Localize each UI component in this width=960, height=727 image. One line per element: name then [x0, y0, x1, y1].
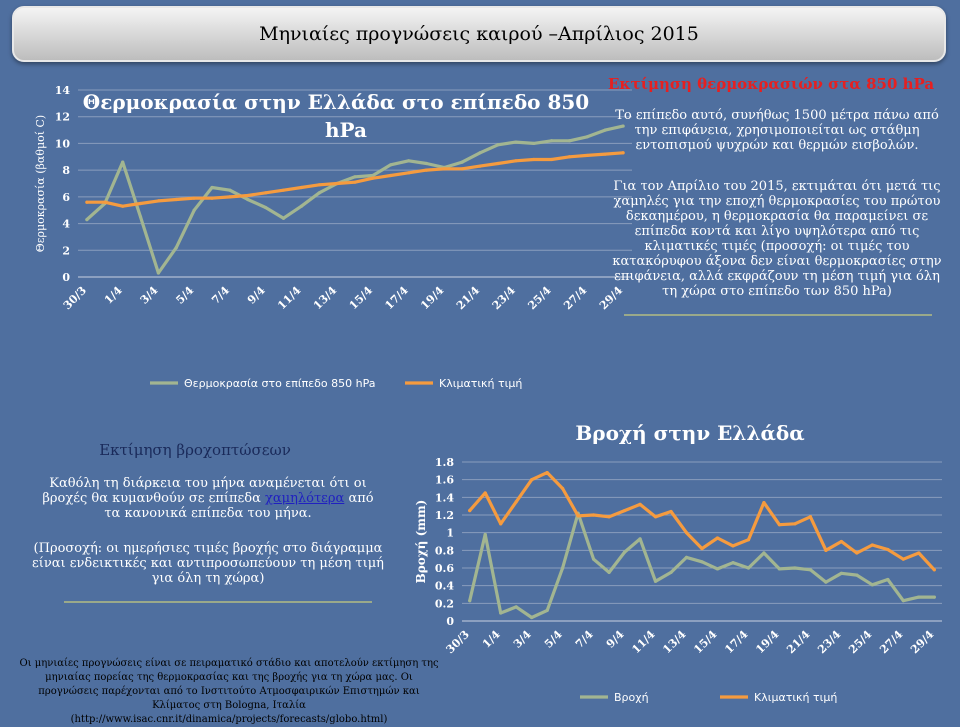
rain-point: [515, 605, 518, 608]
rain-xtick-label: 29/4: [908, 627, 937, 657]
rain-legend-label: Κλιματική τιμή: [754, 691, 838, 704]
rain-point: [607, 571, 610, 574]
temp-point: [568, 139, 571, 142]
rain-point: [468, 599, 471, 602]
rain-point: [793, 522, 796, 525]
temp-xtick-label: 21/4: [453, 283, 483, 313]
rain-point: [855, 573, 858, 576]
rain-para1-a: Καθόλη τη διάρκεια του μήνα αναμένεται ότι οι βροχές θα κυμανθούν σε επίπεδα: [42, 476, 367, 506]
rain-xtick-label: 1/4: [479, 627, 503, 651]
rain-ytick-label: 1.6: [434, 473, 454, 487]
temp-point: [85, 201, 88, 204]
temp-point: [389, 174, 392, 177]
rain-point: [747, 538, 750, 541]
rain-series-line-2: [470, 473, 935, 570]
rain-point: [530, 616, 533, 619]
temp-point: [193, 209, 196, 212]
rain-point: [700, 547, 703, 550]
temp-para2: Για τον Απρίλιο του 2015, εκτιμάται ότι μετά τις χαμηλές για την εποχή θερμοκρασίες του πρώτου δεκαημέρου, η θερμοκρασία θα παραμείνει σε επίπεδα κοντά και λίγο υψηλότερα από τις κλιματικές τιμές (προσοχή: οι τιμές του κατακόρυφου άξονα δεν είναι θερμοκρασίες στην επιφάνεια, αλλά εκφράζουν τη μέση τιμή για όλη τη χώρα στο επίπεδο των 850 hPa): [612, 179, 942, 299]
rain-point: [824, 581, 827, 584]
rain-point: [484, 533, 487, 536]
temp-ytick-label: 10: [54, 137, 70, 151]
temp-point: [389, 163, 392, 166]
temp-point: [318, 191, 321, 194]
rain-xtick-label: 11/4: [629, 627, 658, 657]
rain-point: [546, 471, 549, 474]
rain-point: [561, 566, 564, 569]
temp-xtick-label: 25/4: [525, 283, 554, 313]
rain-chart-title: Βροχή στην Ελλάδα: [575, 421, 805, 445]
rain-xtick-label: 30/3: [443, 627, 472, 657]
temp-xtick-label: 27/4: [561, 283, 590, 313]
rain-point: [546, 609, 549, 612]
temp-series-line-2: [87, 153, 623, 206]
rain-ylabel: Βροχή (mm): [414, 499, 428, 584]
rain-para1: [38, 476, 378, 521]
rain-ytick-label: 1.4: [434, 491, 454, 505]
rain-point: [638, 537, 641, 540]
temp-point: [353, 181, 356, 184]
rain-point: [747, 566, 750, 569]
temp-xtick-label: 3/4: [137, 283, 161, 307]
temp-xtick-label: 7/4: [209, 283, 233, 307]
rain-xtick-label: 17/4: [722, 627, 751, 657]
rain-point: [917, 551, 920, 554]
rain-point: [809, 515, 812, 518]
temp-point: [371, 177, 374, 180]
temp-point: [139, 202, 142, 205]
temp-legend-label: Θερμοκρασία στο επίπεδο 850 hPa: [184, 377, 376, 390]
temp-point: [443, 167, 446, 170]
rain-highlight: χαμηλότερα: [265, 491, 345, 506]
temp-point: [532, 142, 535, 145]
temp-point: [532, 158, 535, 161]
temp-ytick-label: 0: [62, 271, 70, 284]
rain-point: [700, 560, 703, 563]
rain-para2: (Προσοχή: οι ημερήσιες τιμές βροχής στο διάγραμμα είναι ενδεικτικές και αντιπροσωπεύουν τη μέση τιμή για όλη τη χώρα): [32, 541, 384, 586]
temp-point: [282, 189, 285, 192]
temp-ytick-label: 6: [62, 190, 70, 204]
temp-point: [568, 155, 571, 158]
temp-point: [336, 182, 339, 185]
temp-point: [461, 167, 464, 170]
rain-point: [499, 611, 502, 614]
rain-series-line-1: [470, 513, 935, 617]
rain-point: [793, 566, 796, 569]
temp-xtick-label: 30/3: [60, 283, 90, 313]
rain-point: [902, 558, 905, 561]
rain-point: [669, 510, 672, 513]
temp-divider: [624, 314, 932, 316]
rain-xtick-label: 19/4: [753, 627, 782, 657]
rain-point: [638, 503, 641, 506]
rain-xtick-label: 5/4: [541, 627, 565, 651]
temp-ytick-label: 12: [54, 110, 70, 124]
rain-divider: [64, 601, 372, 603]
temp-point: [157, 271, 160, 274]
rain-point: [623, 509, 626, 512]
temp-point: [496, 143, 499, 146]
rain-point: [669, 571, 672, 574]
rain-point: [654, 580, 657, 583]
temp-point: [318, 183, 321, 186]
temp-ytick-label: 2: [62, 244, 70, 258]
temp-point: [264, 206, 267, 209]
temp-ylabel: Θερμοκρασία (βαθμοί C): [34, 114, 47, 253]
rain-point: [716, 567, 719, 570]
temp-heading: Εκτίμηση θερμοκρασιών στα 850 hPa: [608, 75, 935, 93]
temp-point: [586, 135, 589, 138]
rain-point: [762, 501, 765, 504]
rain-point: [778, 567, 781, 570]
rain-xtick-label: 23/4: [815, 627, 844, 657]
temp-point: [425, 162, 428, 165]
rain-point: [902, 599, 905, 602]
temp-xtick-label: 29/4: [596, 283, 626, 313]
rain-point: [762, 551, 765, 554]
rain-point: [685, 556, 688, 559]
rain-point: [824, 549, 827, 552]
temp-legend-label: Κλιματική τιμή: [439, 377, 523, 390]
temp-point: [228, 189, 231, 192]
temp-point: [85, 218, 88, 221]
rain-point: [840, 572, 843, 575]
rain-point: [515, 500, 518, 503]
temp-point: [210, 186, 213, 189]
temp-point: [478, 165, 481, 168]
temp-xtick-label: 19/4: [418, 283, 447, 313]
temp-xtick-label: 5/4: [173, 283, 197, 307]
rain-point: [871, 583, 874, 586]
temp-xtick-label: 1/4: [101, 283, 125, 307]
temp-point: [246, 194, 249, 197]
rain-ytick-label: 1.8: [434, 456, 454, 469]
rain-xtick-label: 13/4: [660, 627, 689, 657]
rain-point: [933, 596, 936, 599]
temp-ytick-label: 14: [54, 84, 70, 97]
rain-xtick-label: 15/4: [691, 627, 720, 657]
rain-ytick-label: 0.6: [434, 562, 454, 575]
rain-point: [933, 568, 936, 571]
temp-point: [300, 186, 303, 189]
rain-ytick-label: 0.8: [434, 544, 454, 558]
temp-para1: Το επίπεδο αυτό, συνήθως 1500 μέτρα πάνω από την επιφάνεια, χρησιμοποιείται ως στάθμη εντοπισμού ψυχρών και θερμών εισβολών.: [615, 108, 939, 153]
temp-point: [121, 161, 124, 164]
rain-point: [809, 568, 812, 571]
temp-xtick-label: 17/4: [382, 283, 411, 313]
temp-point: [193, 197, 196, 200]
rain-ytick-label: 0: [446, 615, 454, 628]
rain-ytick-label: 0.4: [434, 579, 454, 593]
temp-point: [425, 169, 428, 172]
rain-point: [840, 540, 843, 543]
rain-xtick-label: 9/4: [603, 627, 627, 651]
rain-point: [778, 523, 781, 526]
temp-xtick-label: 13/4: [310, 283, 340, 313]
rain-point: [886, 578, 889, 581]
rain-point: [468, 509, 471, 512]
page-title: Μηνιαίες προγνώσεις καιρού –Απρίλιος 2015: [259, 23, 699, 45]
temp-point: [407, 171, 410, 174]
rain-xtick-label: 3/4: [510, 627, 534, 651]
temp-point: [353, 175, 356, 178]
temp-xtick-label: 11/4: [275, 283, 304, 313]
rain-ytick-label: 1.2: [434, 509, 454, 522]
temp-ytick-label: 8: [62, 164, 70, 178]
temp-point: [282, 217, 285, 220]
temp-point: [139, 215, 142, 218]
temp-point: [407, 159, 410, 162]
rain-legend-label: Βροχή: [614, 691, 649, 704]
temp-point: [586, 154, 589, 157]
rain-heading: Εκτίμηση βροχοπτώσεων: [99, 441, 291, 459]
rain-point: [685, 531, 688, 534]
rain-ytick-label: 1: [446, 526, 454, 540]
temp-point: [550, 139, 553, 142]
rain-point: [499, 522, 502, 525]
temp-point: [496, 162, 499, 165]
temp-point: [550, 158, 553, 161]
footer-note: Οι μηνιαίες προγνώσεις είναι σε πειραματικό στάδιο και αποτελούν εκτίμηση της μηνιαίας πορείας της θερμοκρασίας και της βροχής για τη χώρα μας. Οι προγνώσεις παρέχονται από το Ινστιτούτο Ατμοσφαιρικών Επιστημών και Κλίματος στη Bologna, Ιταλία (http://www.isac.cnr.it/dinamica/projects/forecasts/globo.html): [19, 658, 439, 725]
rain-para1-b: από τα κανονικά επίπεδα του μήνα.: [104, 491, 374, 521]
temp-point: [514, 159, 517, 162]
temp-xtick-label: 23/4: [489, 283, 518, 313]
temp-point: [103, 201, 106, 204]
temp-point: [175, 246, 178, 249]
rain-point: [607, 515, 610, 518]
rain-point: [592, 513, 595, 516]
rain-point: [623, 551, 626, 554]
rain-point: [577, 514, 580, 517]
temp-point: [121, 205, 124, 208]
temp-point: [175, 198, 178, 201]
rain-point: [561, 487, 564, 490]
temp-point: [157, 199, 160, 202]
rain-point: [716, 536, 719, 539]
temp-ytick-label: 4: [62, 217, 70, 231]
temp-xtick-label: 9/4: [244, 283, 268, 307]
temp-point: [300, 205, 303, 208]
rain-point: [530, 478, 533, 481]
rain-point: [917, 596, 920, 599]
rain-xtick-label: 7/4: [572, 627, 596, 651]
temp-point: [246, 198, 249, 201]
rain-point: [484, 491, 487, 494]
rain-point: [886, 548, 889, 551]
rain-ytick-label: 0.2: [434, 597, 454, 611]
rain-point: [731, 544, 734, 547]
rain-point: [654, 515, 657, 518]
temp-point: [514, 140, 517, 143]
temp-point: [461, 161, 464, 164]
rain-xtick-label: 27/4: [877, 627, 906, 657]
rain-point: [592, 558, 595, 561]
rain-point: [731, 561, 734, 564]
rain-xtick-label: 25/4: [846, 627, 875, 657]
temp-point: [210, 197, 213, 200]
rain-xtick-label: 21/4: [784, 627, 813, 657]
temp-point: [264, 191, 267, 194]
temp-xtick-label: 15/4: [346, 283, 375, 313]
rain-point: [871, 543, 874, 546]
rain-point: [855, 551, 858, 554]
temp-chart-title: Θερμοκρασία στην Ελλάδα στο επίπεδο 850 hPa: [82, 90, 590, 142]
temp-point: [228, 195, 231, 198]
temp-point: [478, 151, 481, 154]
